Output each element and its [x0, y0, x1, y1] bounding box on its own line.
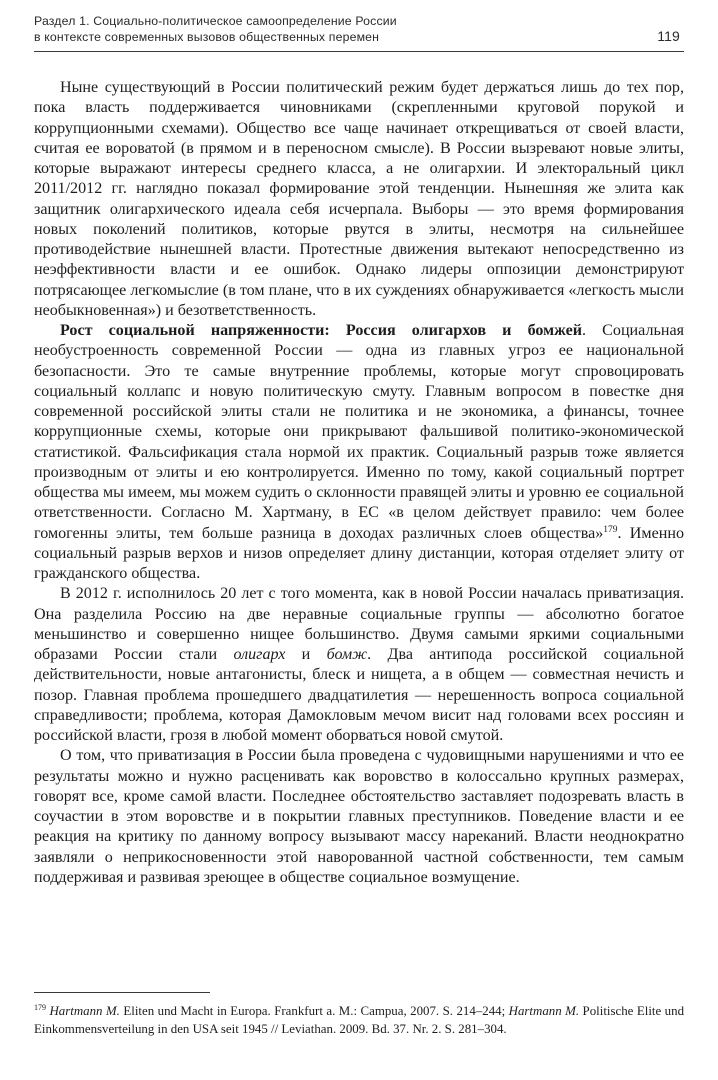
book-page [34, 14, 684, 1064]
section-title-line-2: в контексте современных вызовов общественных перемен [34, 29, 380, 44]
paragraph-2-text-b: . Именно социальный разрыв верхов и низов определяет длину дистанции, которая отделяет элиту от гражданского общества. [34, 524, 684, 582]
italic-term-oligarch: олигарх [233, 646, 286, 663]
paragraph-4 [34, 746, 684, 888]
main-text [34, 78, 684, 888]
running-head [34, 14, 684, 58]
paragraph-3 [34, 584, 684, 746]
paragraph-2-text-a: . Социальная необустроенность современной России — одна из главных угроз ее национальной безопасности. Это те самые внутренние проблемы, которые могут спровоцировать социальный коллапс и новую политическую смуту. Главным вопросом в повестке дня современной российской элиты стали не политика и не экономика, а финансы, точнее коррупционные схемы, которые они прикрывают фальшивой политико-экономической статистикой. Фальсификация стала нормой их практик. Социальный разрыв тоже является производным от элиты и ею контролируется. Именно по тому, какой социальный портрет общества мы имеем, мы можем судить о склонности правящей элиты и уровню ее социальной ответственности. Согласно М. Хартману, в ЕС «в целом действует правило: чем более гомогенны элиты, тем больше разница в доходах различных слоев общества» [34, 322, 684, 542]
paragraph-1 [34, 78, 684, 321]
paragraph-4-text: О том, что приватизация в России была проведена с чудовищными нарушениями и что ее результаты можно и нужно расценивать как воровство в колоссально крупных размерах, говорят все, кроме самой власти. Последнее обстоятельство заставляет подозревать власть в соучастии в этом воровстве и в покрытии главных преступников. Поведение власти и ее реакция на критику по данному вопросу вызывают массу нареканий. Власти неоднократно заявляли о неприкосновенности этой наворованной частной собственности, тем самым поддерживая и развивая зреющее в обществе социальное возмущение. [34, 747, 684, 886]
footnote-number: 179 [34, 1003, 46, 1012]
paragraph-3-text-a: В 2012 г. исполнилось 20 лет с того момента, как в новой России началась приватизация. Она разделила Россию на две неравные социальные группы — абсолютно богатое меньшинство и совершенно нищее большинство. Двумя самыми яркими социальными образами России стали [34, 585, 684, 663]
paragraph-1-text: Ныне существующий в России политический режим будет держаться лишь до тех пор, пока власть поддерживается чиновниками (скрепленными круговой порукой и коррупционными схемами). Общество все чаще начинает открещиваться от своей власти, считая ее вороватой (в прямом и в переносном смысле). В России вызревают новые элиты, которые выражают интересы среднего класса, а не олигархии. И электоральный цикл 2011/2012 гг. наглядно показал формирование этой тенденции. Нынешняя же элита как защитник олигархического идеала себя исчерпала. Выборы — это время формирования новых поколений политиков, которые рвутся в элиты, несмотря на сильнейшее противодействие нынешней власти. Протестные движения вытекают непосредственно из неэффективности власти и ее ошибок. Однако лидеры оппозиции демонстрируют потрясающее легкомыслие (в том плане, что в их суждениях обнаруживается «легкость мысли необыкновенная») и безответственность. [34, 79, 684, 319]
footnote-text-1: Eliten und Macht in Europa. Frankfurt a. M.: Campua, 2007. S. 214–244; [119, 1004, 509, 1018]
footnote-author-2: Hartmann M. [508, 1004, 580, 1018]
footnote-author-1: Hartmann M. [49, 1004, 120, 1018]
footnote-reference[interactable]: 179 [603, 524, 618, 535]
footnotes [34, 992, 684, 1038]
page-number: 119 [657, 28, 680, 44]
italic-term-bomzh: бомж [326, 646, 368, 663]
paragraph-3-conjunction: и [285, 646, 327, 663]
section-title-line-1: Раздел 1. Социально-политическое самоопределение России [34, 14, 397, 28]
footnote-text-2: Politische Elite und Einkommensverteilung in den USA seit 1945 // Leviathan. 2009. Bd. 37. Nr. 2. S. 281–304. [34, 1004, 685, 1036]
footnote-rule [34, 992, 210, 993]
footnote-179 [34, 1002, 684, 1038]
paragraph-3-text-b: . Два антипода российской социальной действительности, новые антагонисты, блеск и нищета, а в общем — совместная нечисть и позор. Главная проблема прошедшего двадцатилетия — нерешенность вопроса социальной справедливости; проблема, которая Дамокловым мечом висит над головами всех россиян и российской власти, грозя в любой момент оборваться новой смутой. [34, 646, 684, 744]
paragraph-2 [34, 321, 684, 584]
section-heading-inline: Рост социальной напряженности: Россия олигархов и бомжей [60, 322, 582, 339]
header-rule [34, 51, 684, 52]
